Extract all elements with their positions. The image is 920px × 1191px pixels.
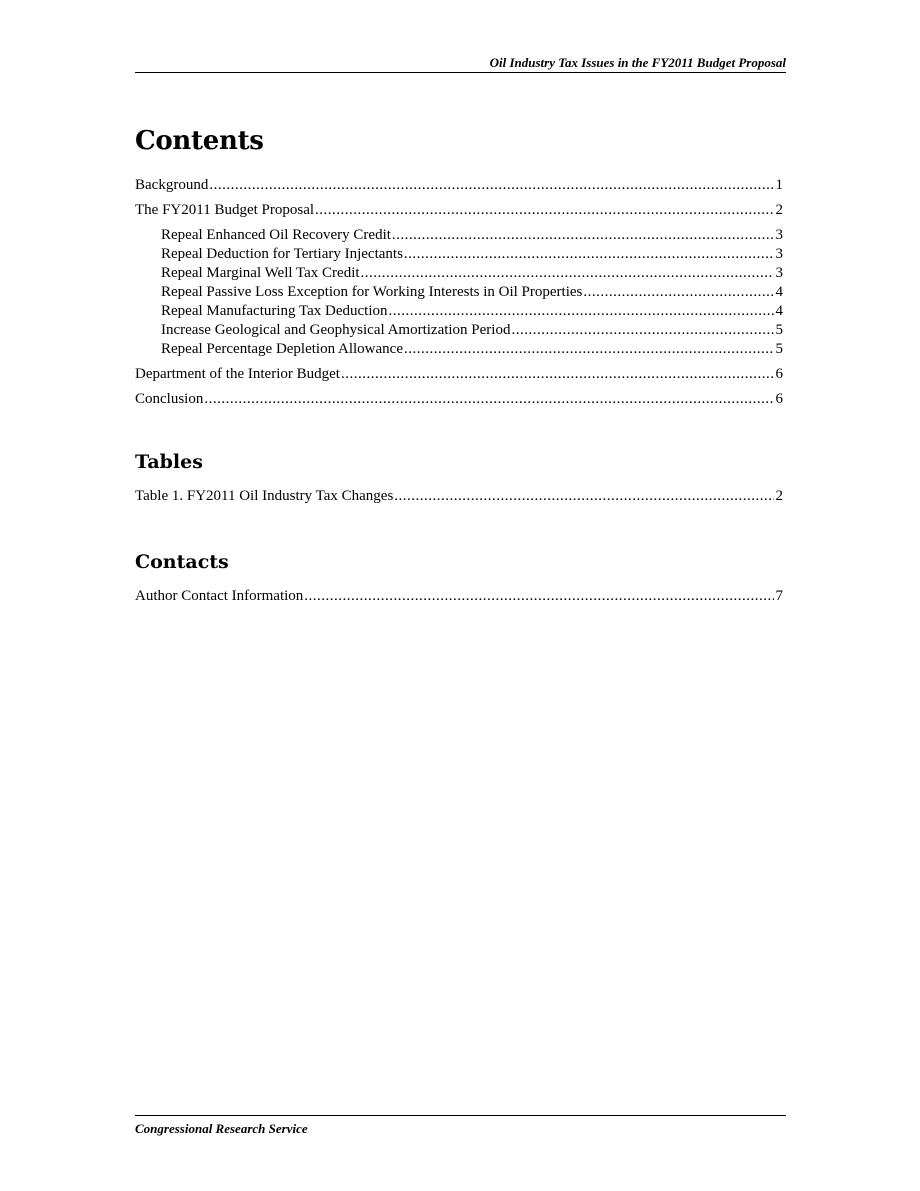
toc-entry-table-1[interactable] (135, 487, 783, 506)
running-footer: Congressional Research Service (135, 1115, 786, 1136)
toc-entry-interior-budget[interactable] (135, 365, 783, 384)
toc-dot-leader (304, 587, 773, 606)
toc-dot-leader (583, 283, 773, 302)
toc-entry-title: Repeal Percentage Depletion Allowance (161, 341, 403, 357)
toc-entry-manufacturing-tax-deduction[interactable] (135, 302, 783, 321)
tables-heading: Tables (135, 451, 203, 473)
toc-entry-enhanced-oil-recovery-credit[interactable] (135, 226, 783, 245)
tables-list (135, 487, 783, 512)
toc-entry-conclusion[interactable] (135, 390, 783, 409)
toc-dot-leader (511, 321, 773, 340)
toc-page-number: 4 (775, 284, 783, 300)
toc-dot-leader (341, 365, 774, 384)
toc-dot-leader (404, 340, 774, 359)
toc-page-number: 3 (775, 227, 783, 243)
toc-page-number: 3 (775, 246, 783, 262)
toc-page-number: 3 (775, 265, 783, 281)
toc-entry-background[interactable] (135, 176, 783, 195)
toc-entry-title: Author Contact Information (135, 588, 304, 604)
toc-entry-passive-loss-exception[interactable] (135, 283, 783, 302)
toc-entry-title: Repeal Passive Loss Exception for Working Interests in Oil Properties (161, 284, 583, 300)
toc-dot-leader (204, 390, 773, 409)
toc-page-number: 1 (775, 177, 783, 193)
contents-heading: Contents (135, 126, 264, 156)
toc-entry-tertiary-injectants[interactable] (135, 245, 783, 264)
toc-entry-title: Department of the Interior Budget (135, 366, 340, 382)
toc-entry-title: Background (135, 177, 209, 193)
toc-page-number: 7 (775, 588, 783, 604)
toc-dot-leader (315, 201, 773, 220)
toc-entry-title: Repeal Manufacturing Tax Deduction (161, 303, 388, 319)
contacts-heading: Contacts (135, 551, 229, 573)
toc-entry-title: Repeal Enhanced Oil Recovery Credit (161, 227, 391, 243)
contacts-list (135, 587, 783, 612)
toc-page-number: 2 (775, 202, 783, 218)
toc-page-number: 6 (775, 391, 783, 407)
toc-entry-title: Table 1. FY2011 Oil Industry Tax Changes (135, 488, 394, 504)
toc-entry-title: Repeal Marginal Well Tax Credit (161, 265, 360, 281)
toc-dot-leader (209, 176, 773, 195)
toc-dot-leader (392, 226, 774, 245)
toc-entry-title: Repeal Deduction for Tertiary Injectants (161, 246, 403, 262)
toc-entry-author-contact[interactable] (135, 587, 783, 606)
contents-list (135, 176, 783, 415)
toc-page-number: 2 (775, 488, 783, 504)
toc-dot-leader (394, 487, 773, 506)
toc-entry-percentage-depletion[interactable] (135, 340, 783, 359)
toc-entry-title: The FY2011 Budget Proposal (135, 202, 315, 218)
toc-page-number: 5 (775, 322, 783, 338)
toc-page-number: 4 (775, 303, 783, 319)
toc-entry-geological-amortization[interactable] (135, 321, 783, 340)
toc-dot-leader (404, 245, 774, 264)
toc-dot-leader (389, 302, 774, 321)
toc-page-number: 6 (775, 366, 783, 382)
toc-entry-title: Conclusion (135, 391, 204, 407)
running-header: Oil Industry Tax Issues in the FY2011 Budget Proposal (135, 55, 786, 73)
toc-dot-leader (361, 264, 774, 283)
toc-page-number: 5 (775, 341, 783, 357)
toc-entry-marginal-well-tax-credit[interactable] (135, 264, 783, 283)
toc-entry-fy2011-budget-proposal[interactable] (135, 201, 783, 220)
toc-entry-title: Increase Geological and Geophysical Amortization Period (161, 322, 511, 338)
